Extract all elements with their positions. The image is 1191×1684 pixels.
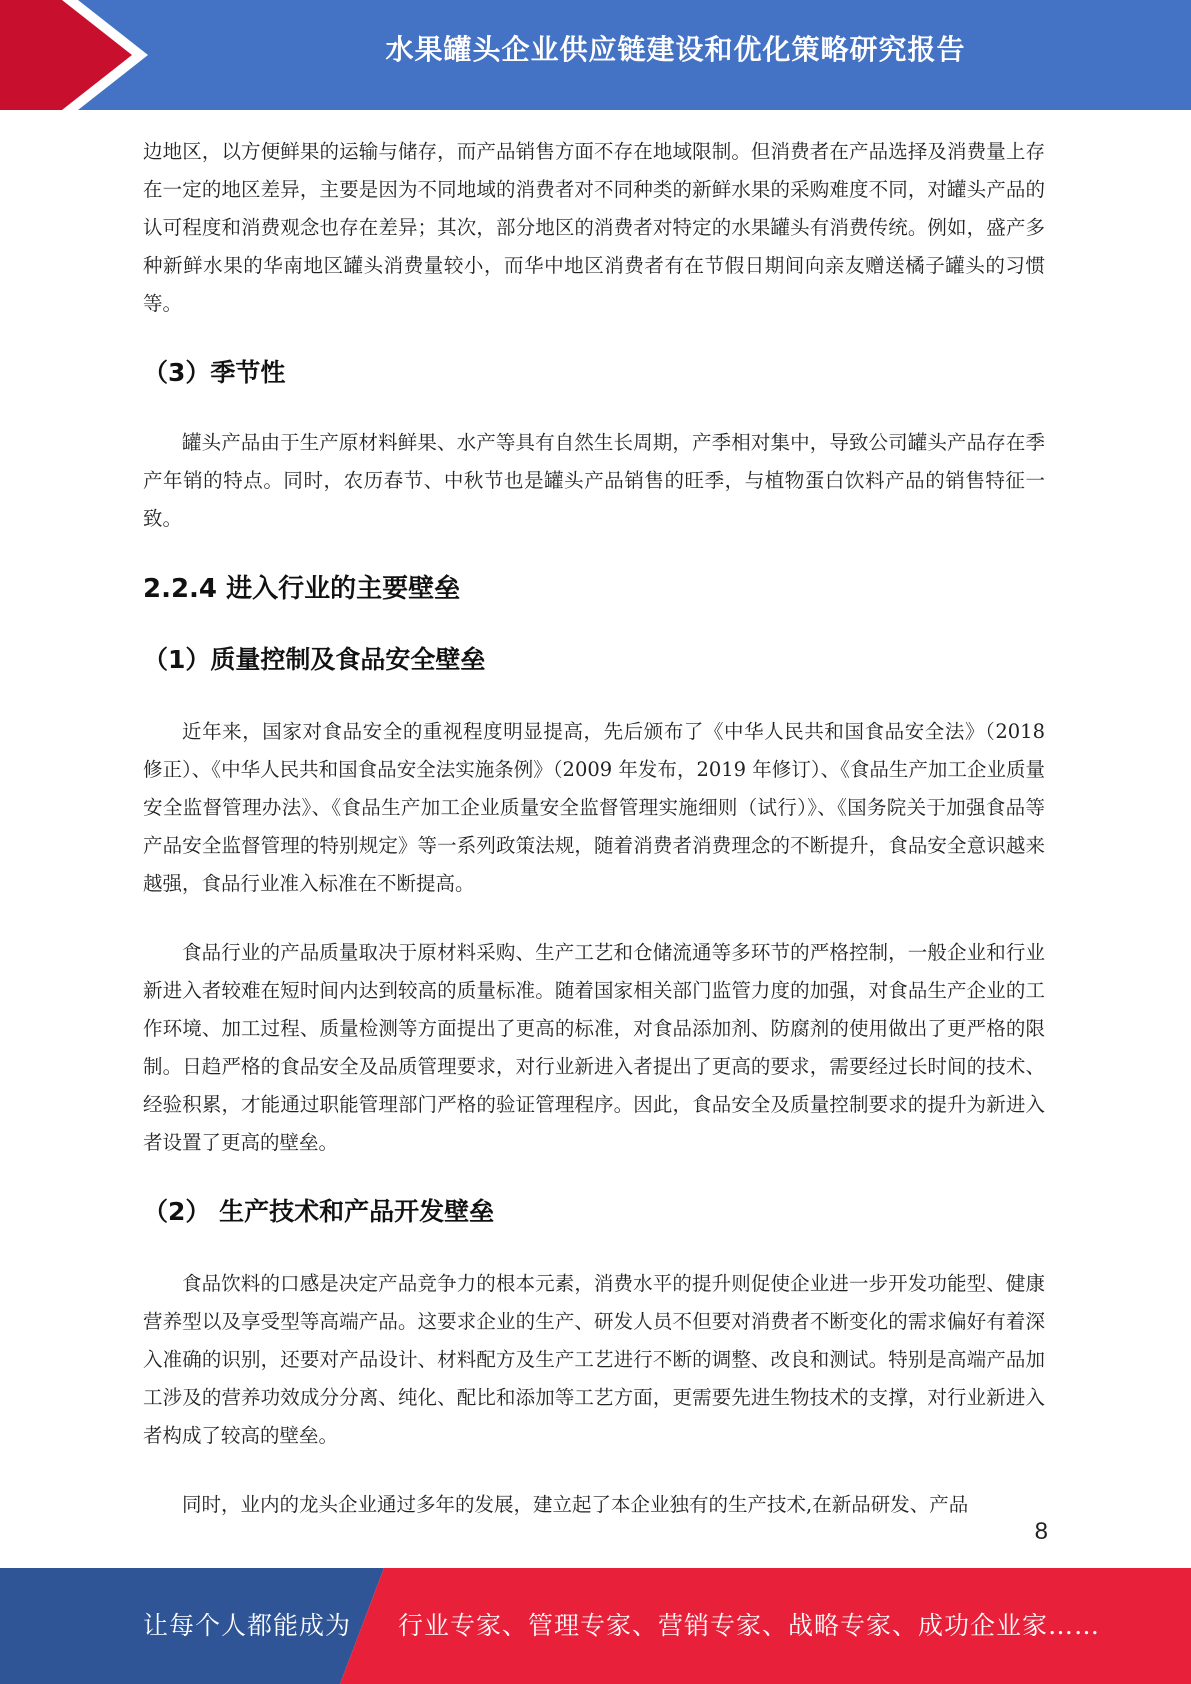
footer-slogan-right: 行业专家、管理专家、营销专家、战略专家、成功企业家……	[398, 1611, 1101, 1640]
paragraph-text: 边地区，以方便鲜果的运输与储存，而产品销售方面不存在地域限制。但消费者在产品选择及消费量上存在一定的地区差异，主要是因为不同地域的消费者对不同种类的新鲜水果的采购难度不同，对罐头产品的认可程度和消费观念也存在差异；其次，部分地区的消费者对特定的水果罐头有消费传统。例如，盛产多种新鲜水果的华南地区罐头消费量较小，而华中地区消费者有在节假日期间向亲友赠送橘子罐头的习惯等。	[143, 140, 1045, 315]
paragraph-taste-tech	[143, 1265, 1045, 1455]
header-banner	[0, 0, 1191, 110]
page-number: 8	[1034, 1518, 1048, 1545]
paragraph-regional	[143, 133, 1045, 323]
paragraph-food-safety-law	[143, 713, 1045, 903]
heading-seasonality: （3）季节性	[143, 358, 286, 387]
heading-quality-barrier: （1）质量控制及食品安全壁垒	[143, 645, 486, 674]
paragraph-text: 近年来，国家对食品安全的重视程度明显提高，先后颁布了《中华人民共和国食品安全法》（2018 修正）、《中华人民共和国食品安全法实施条例》（2009 年发布，2019 年修订）、《食品生产加工企业质量安全监督管理办法》、《食品生产加工企业质量安全监督管理实施细则（试行）》、《国务院关于加强食品等产品安全监督管理的特别规定》等一系列政策法规，随着消费者消费理念的不断提升，食品安全意识越来越强，食品行业准入标准在不断提高。	[143, 720, 1045, 895]
paragraph-text: 罐头产品由于生产原材料鲜果、水产等具有自然生长周期，产季相对集中，导致公司罐头产品存在季产年销的特点。同时，农历春节、中秋节也是罐头产品销售的旺季，与植物蛋白饮料产品的销售特征一致。	[143, 431, 1045, 530]
paragraph-text: 食品饮料的口感是决定产品竞争力的根本元素，消费水平的提升则促使企业进一步开发功能型、健康营养型以及享受型等高端产品。这要求企业的生产、研发人员不但要对消费者不断变化的需求偏好有着深入准确的识别，还要对产品设计、材料配方及生产工艺进行不断的调整、改良和测试。特别是高端产品加工涉及的营养功效成分分离、纯化、配比和添加等工艺方面，更需要先进生物技术的支撑，对行业新进入者构成了较高的壁垒。	[143, 1272, 1045, 1447]
heading-tech-barrier: （2） 生产技术和产品开发壁垒	[143, 1197, 495, 1226]
paragraph-leading-firms	[143, 1486, 1045, 1524]
header-arrow-icon	[0, 0, 160, 110]
paragraph-text: 同时，业内的龙头企业通过多年的发展，建立起了本企业独有的生产技术,在新品研发、产品	[182, 1493, 969, 1516]
section-heading: 2.2.4 进入行业的主要壁垒	[143, 574, 461, 604]
footer-slogan-left: 让每个人都能成为	[143, 1611, 352, 1640]
report-title: 水果罐头企业供应链建设和优化策略研究报告	[385, 33, 966, 66]
footer-banner	[0, 1568, 1191, 1684]
paragraph-quality-control	[143, 934, 1045, 1162]
paragraph-seasonality	[143, 424, 1045, 538]
paragraph-text: 食品行业的产品质量取决于原材料采购、生产工艺和仓储流通等多环节的严格控制，一般企业和行业新进入者较难在短时间内达到较高的质量标准。随着国家相关部门监管力度的加强，对食品生产企业的工作环境、加工过程、质量检测等方面提出了更高的标准，对食品添加剂、防腐剂的使用做出了更严格的限制。日趋严格的食品安全及品质管理要求，对行业新进入者提出了更高的要求，需要经过长时间的技术、经验积累，才能通过职能管理部门严格的验证管理程序。因此，食品安全及质量控制要求的提升为新进入者设置了更高的壁垒。	[143, 941, 1045, 1154]
